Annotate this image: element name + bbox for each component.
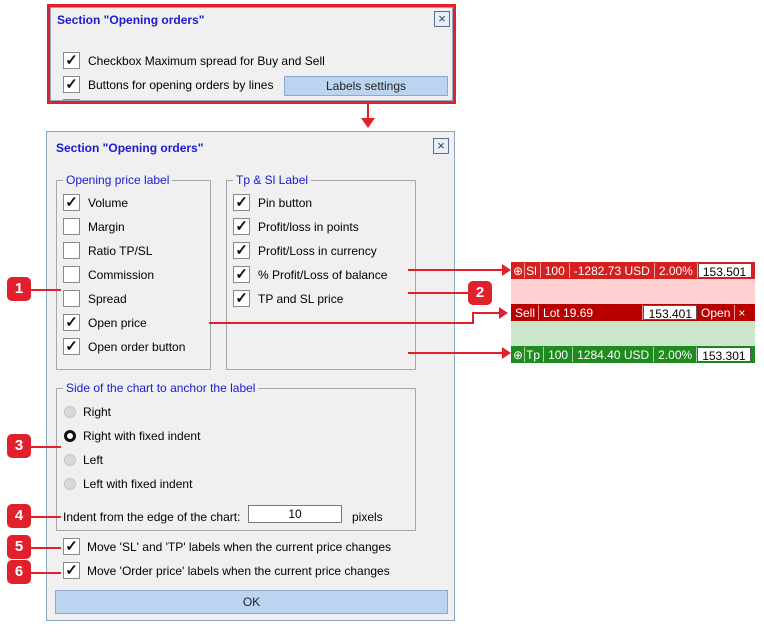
indent-unit: pixels xyxy=(352,510,383,524)
sl-points: 100 xyxy=(541,263,570,278)
tp-percent: 2.00% xyxy=(654,347,697,362)
badge-1: 1 xyxy=(7,277,31,301)
badge-1-line xyxy=(31,289,61,291)
profit-balance-checkbox[interactable]: ✓ xyxy=(233,266,250,283)
volume-checkbox[interactable]: ✓ xyxy=(63,194,80,211)
sl-label-line xyxy=(511,262,755,279)
tp-currency: 1284.40 USD xyxy=(573,347,654,362)
radio-left-fixed-indent-label: Left with fixed indent xyxy=(83,477,193,491)
tp-name: Tp xyxy=(525,347,544,362)
group-title: Side of the chart to anchor the label xyxy=(63,381,258,395)
order-side: Sell xyxy=(512,305,539,320)
tp-sl-price-label: TP and SL price xyxy=(258,292,344,306)
tp-points: 100 xyxy=(544,347,573,362)
max-spread-checkbox[interactable]: ✓ xyxy=(63,52,80,69)
close-icon[interactable]: × xyxy=(433,138,449,154)
radio-right-fixed-indent[interactable] xyxy=(64,430,76,442)
commission-checkbox[interactable] xyxy=(63,266,80,283)
pin-icon[interactable]: ⊕ xyxy=(513,264,524,278)
sl-name: Sl xyxy=(525,263,541,278)
profit-currency-checkbox[interactable]: ✓ xyxy=(233,242,250,259)
move-sl-tp-label: Move 'SL' and 'TP' labels when the current price changes xyxy=(87,540,391,554)
volume-label: Volume xyxy=(88,196,129,210)
connector-line xyxy=(367,104,369,119)
profit-currency-label: Profit/Loss in currency xyxy=(258,244,377,258)
move-order-checkbox[interactable]: ✓ xyxy=(63,562,80,579)
tp-label-line xyxy=(511,346,755,363)
top-panel-title: Section "Opening orders" xyxy=(57,13,205,27)
badge-4-line xyxy=(31,516,61,518)
badge-2-line xyxy=(408,292,468,294)
group-title: Opening price label xyxy=(63,173,172,187)
sl-price[interactable]: 153.501 xyxy=(698,263,752,278)
open-price-checkbox[interactable]: ✓ xyxy=(63,314,80,331)
radio-left-label: Left xyxy=(83,453,104,467)
tp-sl-price-checkbox[interactable]: ✓ xyxy=(233,290,250,307)
badge-2: 2 xyxy=(468,281,492,305)
profit-balance-label: % Profit/Loss of balance xyxy=(258,268,388,282)
badge-5-line xyxy=(31,547,61,549)
pin-icon[interactable]: ⊕ xyxy=(513,348,524,362)
order-arrow-line-a xyxy=(209,322,473,324)
badge-6: 6 xyxy=(7,560,31,584)
spread-label: Spread xyxy=(88,292,127,306)
commission-label: Commission xyxy=(88,268,155,282)
badge-3-line xyxy=(31,446,61,448)
close-icon[interactable]: × xyxy=(738,306,746,320)
arrow-down-icon xyxy=(361,118,375,128)
badge-5: 5 xyxy=(7,535,31,559)
sl-zone xyxy=(511,279,755,304)
close-icon[interactable]: × xyxy=(434,11,450,27)
radio-left[interactable] xyxy=(64,454,76,466)
open-order-button-label: Open order button xyxy=(88,340,186,354)
open-button[interactable]: Open xyxy=(697,305,735,320)
ok-button[interactable]: OK xyxy=(55,590,448,614)
partial-checkbox[interactable] xyxy=(63,99,80,101)
arrow-right-icon xyxy=(499,307,508,319)
group-title: Tp & Sl Label xyxy=(233,173,311,187)
radio-left-fixed-indent[interactable] xyxy=(64,478,76,490)
sl-arrow-line xyxy=(408,269,504,271)
indent-label: Indent from the edge of the chart: xyxy=(63,510,241,524)
arrow-right-icon xyxy=(502,264,511,276)
move-order-label: Move 'Order price' labels when the current price changes xyxy=(87,564,390,578)
spread-checkbox[interactable] xyxy=(63,290,80,307)
ratio-tp-sl-checkbox[interactable] xyxy=(63,242,80,259)
sl-percent: 2.00% xyxy=(655,263,698,278)
max-spread-label: Checkbox Maximum spread for Buy and Sell xyxy=(88,54,325,68)
move-sl-tp-checkbox[interactable]: ✓ xyxy=(63,538,80,555)
order-price[interactable]: 153.401 xyxy=(643,305,697,320)
open-order-button-checkbox[interactable]: ✓ xyxy=(63,338,80,355)
profit-points-checkbox[interactable]: ✓ xyxy=(233,218,250,235)
radio-right[interactable] xyxy=(64,406,76,418)
tp-price[interactable]: 153.301 xyxy=(697,347,751,362)
main-panel xyxy=(46,131,455,621)
badge-3: 3 xyxy=(7,434,31,458)
tp-zone xyxy=(511,320,755,346)
arrow-right-icon xyxy=(502,347,511,359)
sl-currency: -1282.73 USD xyxy=(570,263,655,278)
pin-button-label: Pin button xyxy=(258,196,313,210)
main-panel-title: Section "Opening orders" xyxy=(56,141,204,155)
ratio-tp-sl-label: Ratio TP/SL xyxy=(88,244,153,258)
order-buttons-checkbox[interactable]: ✓ xyxy=(63,76,80,93)
indent-input[interactable] xyxy=(248,505,342,523)
radio-right-label: Right xyxy=(83,405,112,419)
open-price-label: Open price xyxy=(88,316,147,330)
radio-right-fixed-indent-label: Right with fixed indent xyxy=(83,429,201,443)
top-panel xyxy=(50,7,453,101)
labels-settings-button[interactable]: Labels settings xyxy=(284,76,448,96)
profit-points-label: Profit/loss in points xyxy=(258,220,359,234)
order-buttons-label: Buttons for opening orders by lines xyxy=(88,78,274,92)
margin-label: Margin xyxy=(88,220,125,234)
order-lot: Lot 19.69 xyxy=(539,305,643,320)
pin-button-checkbox[interactable]: ✓ xyxy=(233,194,250,211)
order-label-line xyxy=(511,304,755,321)
tp-arrow-line xyxy=(408,352,504,354)
badge-4: 4 xyxy=(7,504,31,528)
badge-6-line xyxy=(31,572,61,574)
order-arrow-line-c xyxy=(472,312,500,314)
margin-checkbox[interactable] xyxy=(63,218,80,235)
